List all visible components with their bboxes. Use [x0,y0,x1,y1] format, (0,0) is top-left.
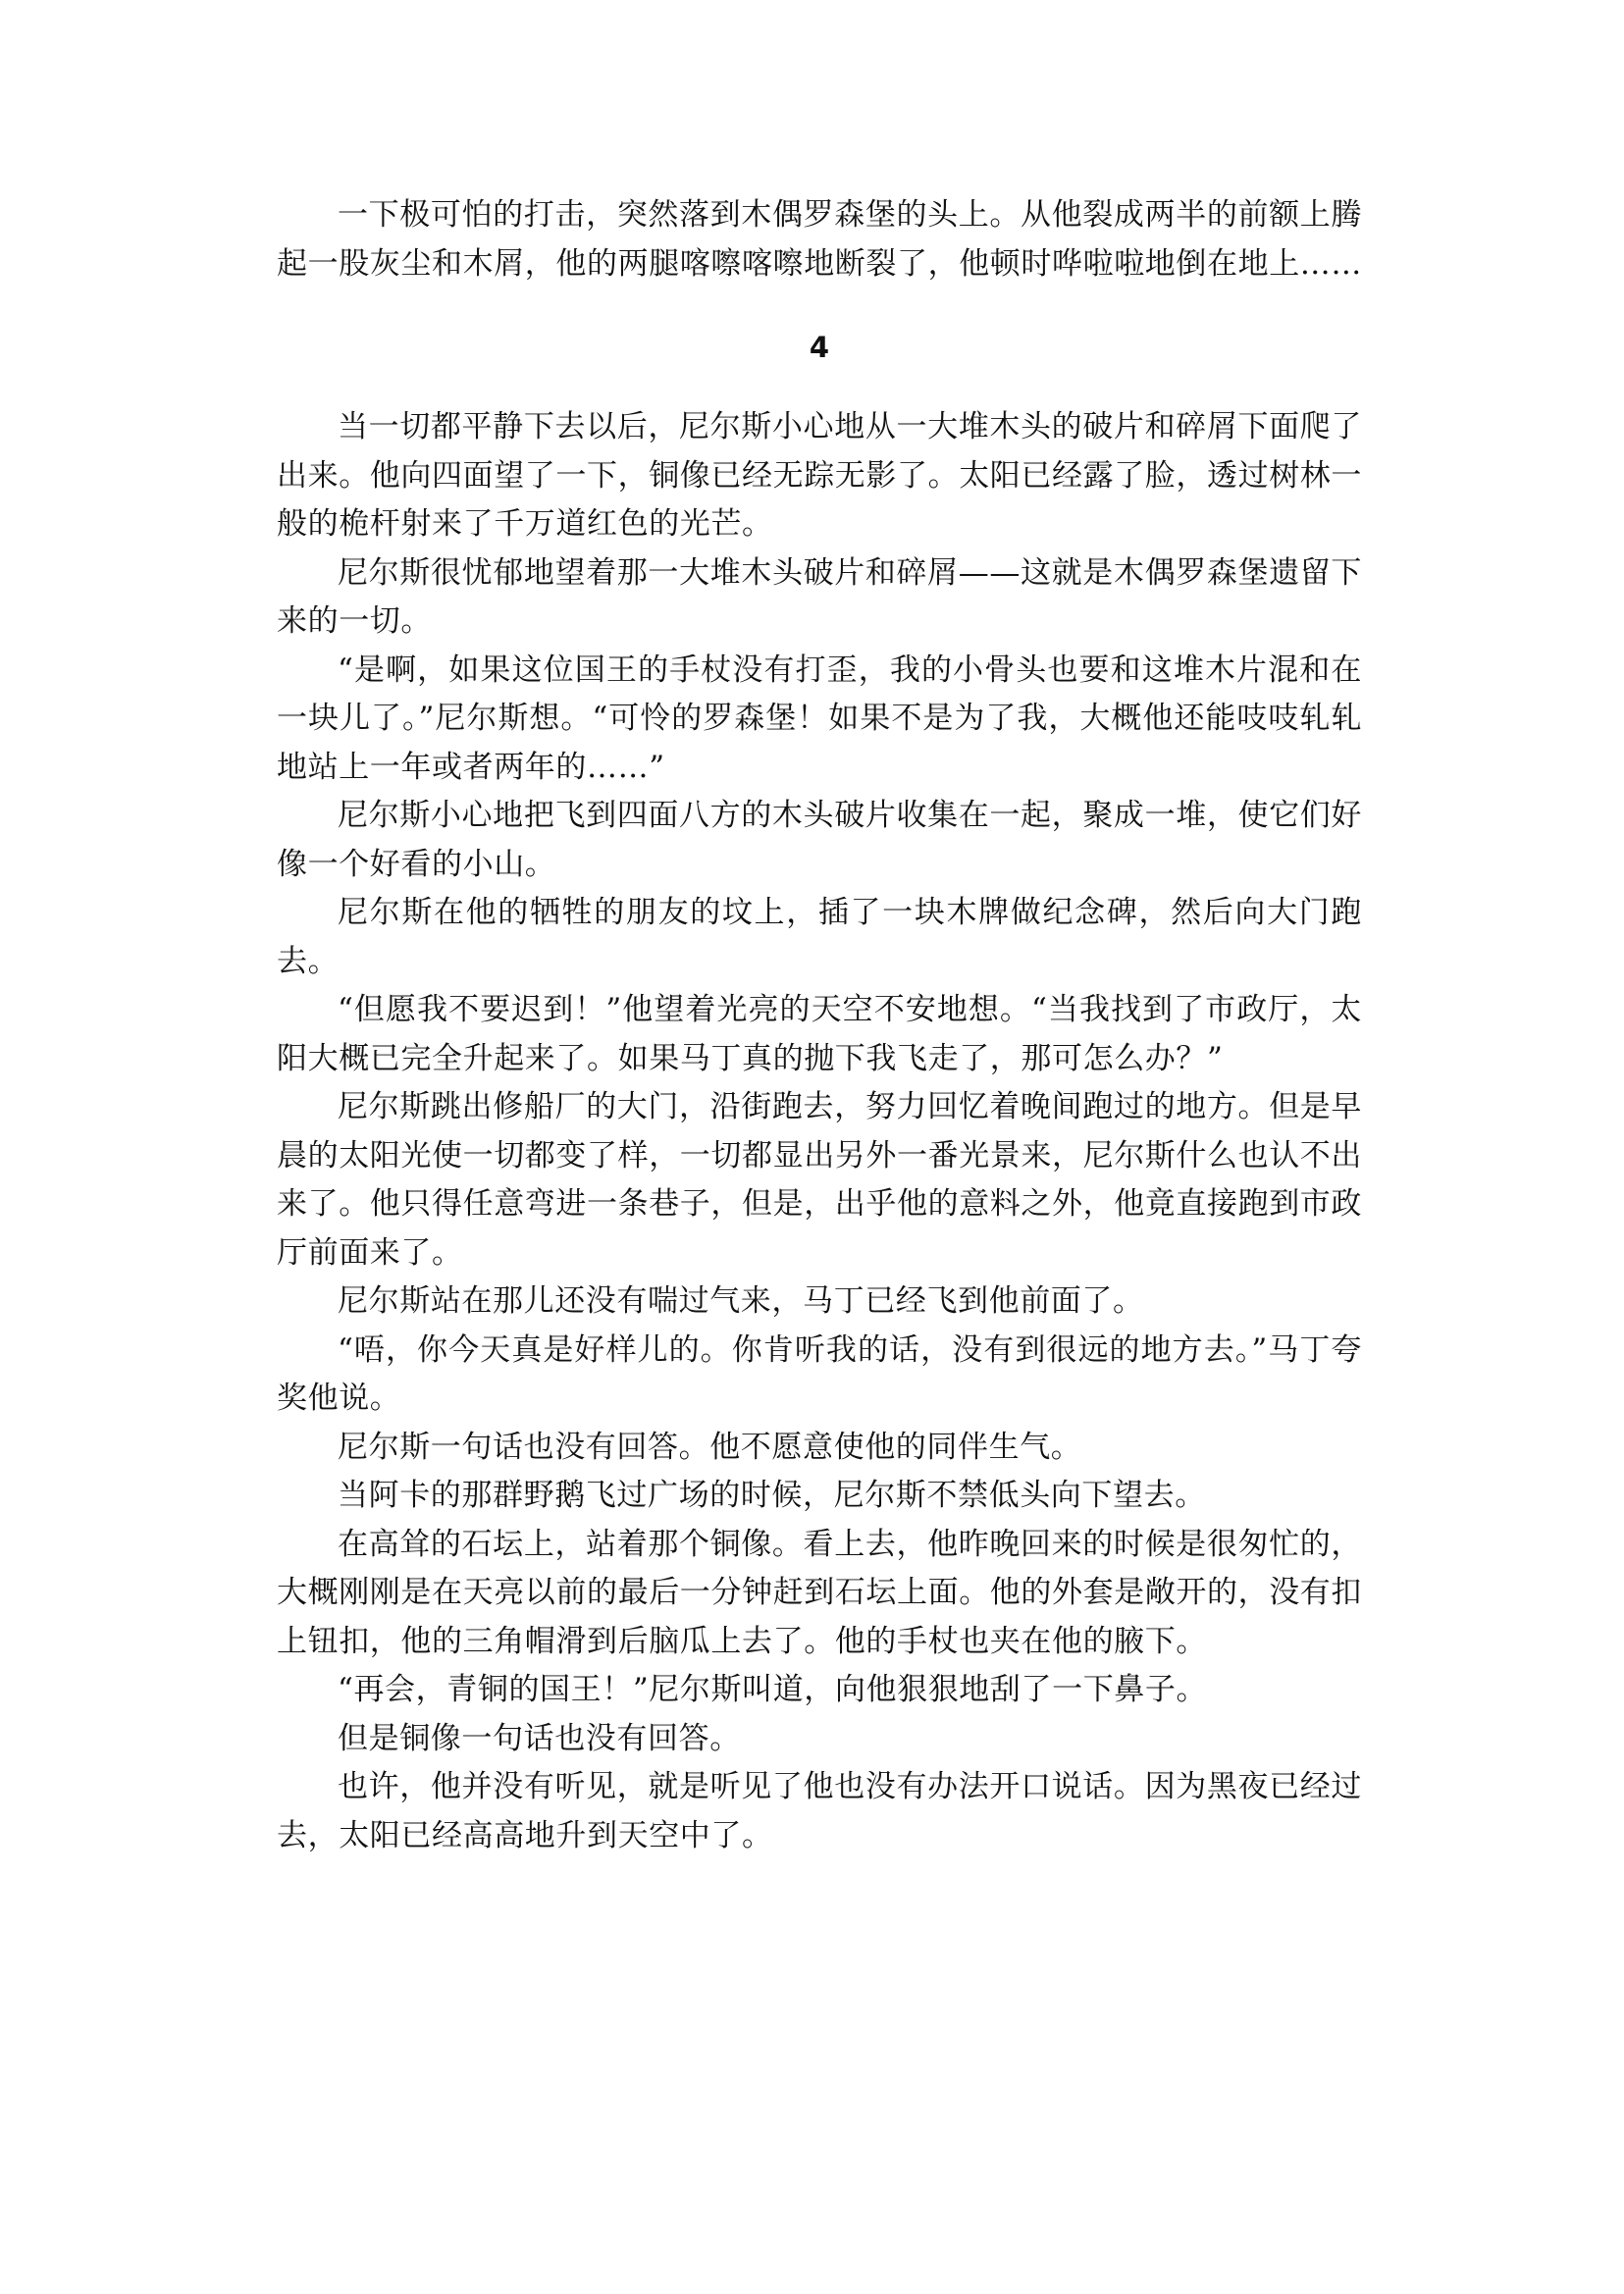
section-number: 4 [809,331,830,364]
paragraph: 尼尔斯一句话也没有回答。他不愿意使他的同伴生气。 [338,1429,1082,1465]
paragraph: 尼尔斯小心地把飞到四面八方的木头破片收集在一起，聚成一堆，使它们好像一个好看的小山。 [277,798,1362,882]
paragraph: 但是铜像一句话也没有回答。 [338,1720,741,1756]
paragraph: 尼尔斯在他的牺牲的朋友的坟上，插了一块木牌做纪念碑，然后向大门跑去。 [277,895,1362,979]
paragraph: “是啊，如果这位国王的手杖没有打歪，我的小骨头也要和这堆木片混和在一块儿了。”尼尔斯想。“可怜的罗森堡！如果不是为了我，大概他还能吱吱轧轧地站上一年或者两年的……” [277,652,1362,785]
paragraph: 尼尔斯跳出修船厂的大门，沿街跑去，努力回忆着晚间跑过的地方。但是早晨的太阳光使一切都变了样，一切都显出另外一番光景来，尼尔斯什么也认不出来了。他只得任意弯进一条巷子，但是，出乎他的意料之外，他竟直接跑到市政厅前面来了。 [277,1089,1362,1271]
paragraph: “但愿我不要迟到！”他望着光亮的天空不安地想。“当我找到了市政厅，太阳大概已完全升起来了。如果马丁真的抛下我飞走了，那可怎么办？” [277,992,1362,1076]
paragraph: 当一切都平静下去以后，尼尔斯小心地从一大堆木头的破片和碎屑下面爬了出来。他向四面望了一下，铜像已经无踪无影了。太阳已经露了脸，透过树林一般的桅杆射来了千万道红色的光芒。 [277,409,1362,542]
paragraph: 尼尔斯很忧郁地望着那一大堆木头破片和碎屑——这就是木偶罗森堡遗留下来的一切。 [277,554,1362,639]
paragraph: 在高耸的石坛上，站着那个铜像。看上去，他昨晚回来的时候是很匆忙的，大概刚刚是在天亮以前的最后一分钟赶到石坛上面。他的外套是敞开的，没有扣上钮扣，他的三角帽滑到后脑瓜上去了。他的手杖也夹在他的腋下。 [277,1526,1362,1659]
document-page [277,191,1362,1860]
paragraph: 当阿卡的那群野鹅飞过广场的时候，尼尔斯不禁低头向下望去。 [338,1478,1206,1513]
paragraph: 一下极可怕的打击，突然落到木偶罗森堡的头上。从他裂成两半的前额上腾起一股灰尘和木屑，他的两腿喀嚓喀嚓地断裂了，他顿时哗啦啦地倒在地上…… [277,197,1362,282]
paragraph: “唔，你今天真是好样儿的。你肯听我的话，没有到很远的地方去。”马丁夸奖他说。 [277,1331,1362,1416]
paragraph: 也许，他并没有听见，就是听见了他也没有办法开口说话。因为黑夜已经过去，太阳已经高高地升到天空中了。 [277,1769,1362,1853]
paragraph: 尼尔斯站在那儿还没有喘过气来，马丁已经飞到他前面了。 [338,1283,1144,1319]
paragraph: “再会，青铜的国王！”尼尔斯叫道，向他狠狠地刮了一下鼻子。 [338,1672,1208,1707]
